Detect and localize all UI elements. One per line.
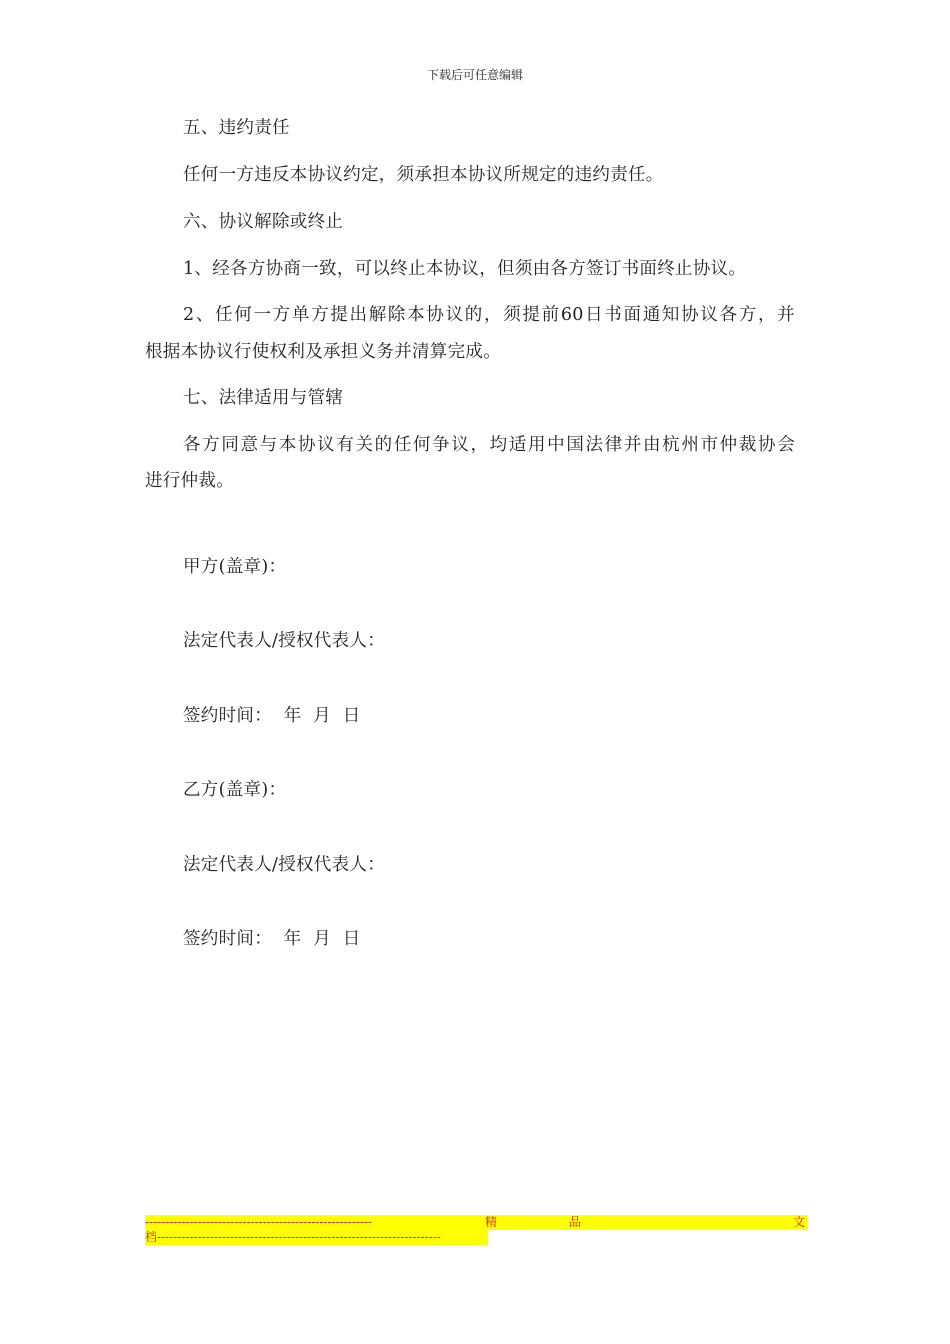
party-a-seal: 甲方(盖章)： bbox=[183, 557, 287, 577]
footer-char-wen: 文 bbox=[793, 1215, 806, 1229]
party-b-sign-date: 签约时间： 年 月 日 bbox=[183, 929, 361, 949]
section-5-text: 任何一方违反本协议约定，须承担本协议所规定的违约责任。 bbox=[183, 165, 664, 185]
section-6-title: 六、协议解除或终止 bbox=[183, 212, 344, 232]
section-7-text-line-1: 各方同意与本协议有关的任何争议，均适用中国法律并由杭州市仲裁协会 bbox=[183, 435, 795, 455]
party-a-representative: 法定代表人/授权代表人： bbox=[183, 631, 385, 651]
footer-char-jing: 精 bbox=[485, 1215, 498, 1229]
section-6-item-1: 1、经各方协商一致，可以终止本协议，但须由各方签订书面终止协议。 bbox=[183, 259, 747, 279]
footer-watermark-row-2: 档---------------------------------------------------------------------- bbox=[145, 1230, 488, 1245]
section-7-title: 七、法律适用与管辖 bbox=[183, 388, 344, 408]
footer-watermark-row-1 bbox=[145, 1215, 807, 1230]
section-6-item-2-line-2: 根据本协议行使权利及承担义务并清算完成。 bbox=[145, 342, 501, 362]
section-7-text-line-2: 进行仲裁。 bbox=[145, 471, 234, 491]
section-6-item-2-line-1: 2、任何一方单方提出解除本协议的，须提前60日书面通知协议各方，并 bbox=[183, 305, 795, 325]
footer-char-pin: 品 bbox=[569, 1215, 582, 1229]
header-note: 下载后可任意编辑 bbox=[426, 68, 523, 82]
section-5-title: 五、违约责任 bbox=[183, 118, 290, 138]
party-b-seal: 乙方(盖章)： bbox=[183, 780, 287, 800]
footer-dashes: -------------------------------------------------------- bbox=[145, 1215, 373, 1229]
party-a-sign-date: 签约时间： 年 月 日 bbox=[183, 706, 361, 726]
party-b-representative: 法定代表人/授权代表人： bbox=[183, 855, 385, 875]
